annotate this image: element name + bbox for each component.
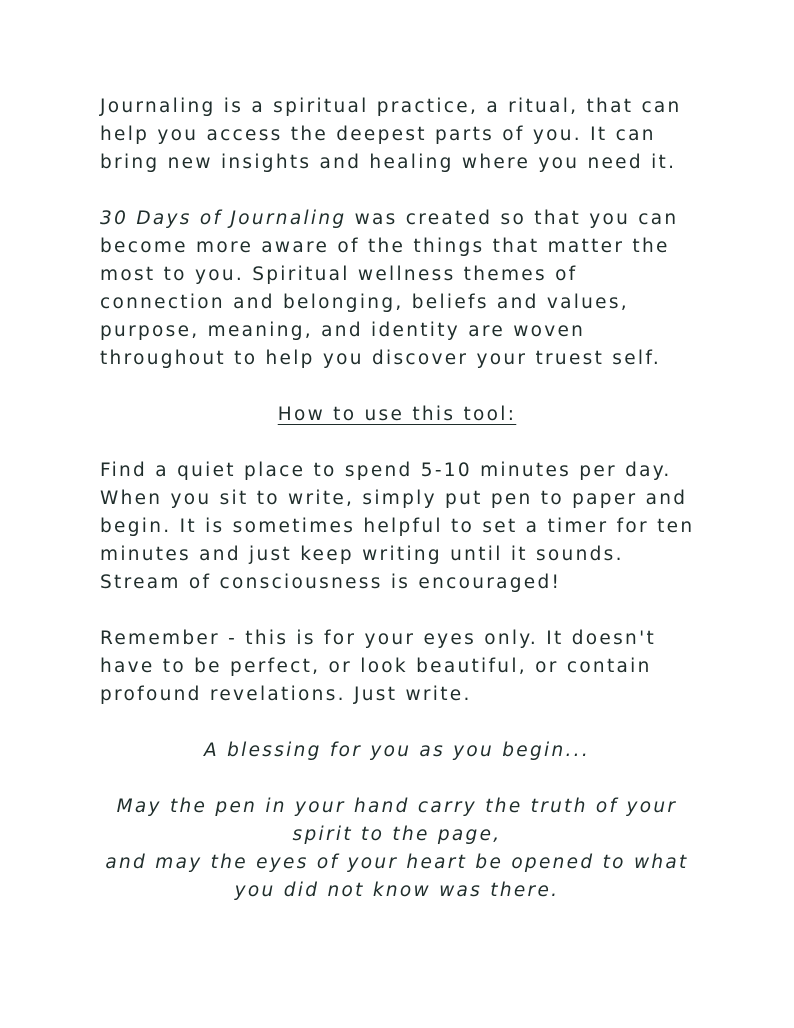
journal-intro-page <box>100 93 700 933</box>
book-title: 30 Days of Journaling <box>100 208 347 229</box>
remember-line: profound revelations. Just write. <box>100 684 472 705</box>
intro-line: Journaling is a spiritual practice, a ritual, that can <box>100 96 682 117</box>
blessing-paragraph <box>100 793 694 905</box>
about-first-line <box>100 205 700 233</box>
remember-line: have to be perfect, or look beautiful, or contain <box>100 656 652 677</box>
blessing-line: and may the eyes of your heart be opened to what <box>105 852 689 873</box>
blessing-intro: A blessing for you as you begin... <box>203 740 591 761</box>
blessing-line: spirit to the page, <box>292 824 502 845</box>
remember-line: Remember - this is for your eyes only. It doesn't <box>100 628 657 649</box>
about-line: become more aware of the things that matter the <box>100 236 670 257</box>
blessing-line: May the pen in your hand carry the truth of your <box>116 796 678 817</box>
about-line: most to you. Spiritual wellness themes of <box>100 264 578 285</box>
about-first-line-rest: was created so that you can <box>346 208 679 229</box>
how-to-line: Find a quiet place to spend 5-10 minutes per day. <box>100 460 672 481</box>
remember-paragraph <box>100 625 700 709</box>
blessing-line: you did not know was there. <box>234 880 560 901</box>
about-paragraph <box>100 205 700 373</box>
how-to-paragraph <box>100 457 700 597</box>
how-to-heading-block <box>100 401 694 429</box>
intro-line: help you access the deepest parts of you. It can <box>100 124 656 145</box>
how-to-line: When you sit to write, simply put pen to paper and <box>100 488 688 509</box>
about-line: connection and belonging, beliefs and values, <box>100 292 629 313</box>
how-to-heading: How to use this tool: <box>277 404 517 425</box>
intro-line: bring new insights and healing where you need it. <box>100 152 677 173</box>
blessing-intro-block <box>100 737 694 765</box>
about-line: throughout to help you discover your truest self. <box>100 348 662 369</box>
intro-paragraph <box>100 93 700 177</box>
how-to-line: begin. It is sometimes helpful to set a timer for ten <box>100 516 695 537</box>
about-line: purpose, meaning, and identity are woven <box>100 320 586 341</box>
how-to-line: minutes and just keep writing until it sounds. <box>100 544 624 565</box>
how-to-line: Stream of consciousness is encouraged! <box>100 572 562 593</box>
